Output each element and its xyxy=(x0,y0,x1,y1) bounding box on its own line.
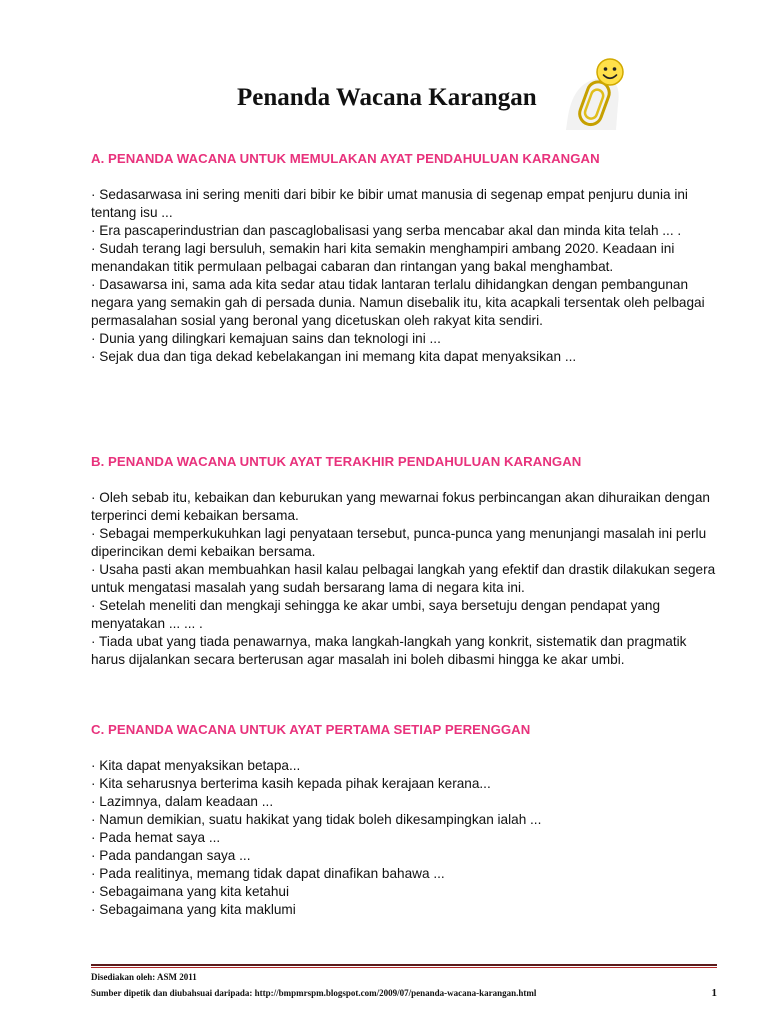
list-item: · Kita seharusnya berterima kasih kepada pihak kerajaan kerana... xyxy=(91,776,491,791)
list-item: · Dunia yang dilingkari kemajuan sains dan teknologi ini ... xyxy=(91,331,441,346)
list-item: · Sebagaimana yang kita ketahui xyxy=(91,884,289,899)
list-item: · Pada realitinya, memang tidak dapat dinafikan bahawa ... xyxy=(91,866,445,881)
list-item: · Sebagai memperkukuhkan lagi penyataan tersebut, punca-punca yang menunjangi masalah ini perlu diperincikan demi kebaikan bersama. xyxy=(91,526,707,559)
list-item: · Sedasarwasa ini sering meniti dari bibir ke bibir umat manusia di segenap empat penjuru dunia ini tentang isu ... xyxy=(91,187,688,220)
list-item: · Pada hemat saya ... xyxy=(91,830,221,845)
list-item: · Oleh sebab itu, kebaikan dan keburukan yang mewarnai fokus perbincangan akan dihuraikan dengan terperinci demi kebaikan bersama. xyxy=(91,490,710,523)
phrase-list xyxy=(91,186,719,366)
section-heading: B. PENANDA WACANA UNTUK AYAT TERAKHIR PENDAHULUAN KARANGAN xyxy=(91,454,582,469)
page-number: 1 xyxy=(711,987,717,999)
section-b xyxy=(91,453,719,669)
list-item: · Kita dapat menyaksikan betapa... xyxy=(91,758,301,773)
list-item: · Lazimnya, dalam keadaan ... xyxy=(91,794,274,809)
section-a xyxy=(91,150,719,366)
footer-rule-dark xyxy=(91,964,717,966)
list-item: · Dasawarsa ini, sama ada kita sedar atau tidak lantaran terlalu dihidangkan dengan pembangunan negara yang semakin gah di persada dunia. Namun disebalik itu, kita acapkali tersentak oleh pelbagai permasalahan sosial yang beronal yang dicetuskan oleh rakyat kita sendiri. xyxy=(91,277,705,328)
list-item: · Pada pandangan saya ... xyxy=(91,848,251,863)
list-item: · Usaha pasti akan membuahkan hasil kalau pelbagai langkah yang efektif dan drastik dilakukan segera untuk mengatasi masalah yang sudah bersarang lama di negara kita ini. xyxy=(91,562,716,595)
page-title: Penanda Wacana Karangan xyxy=(237,84,537,111)
list-item: · Namun demikian, suatu hakikat yang tidak boleh dikesampingkan ialah ... xyxy=(91,812,542,827)
phrase-list xyxy=(91,489,719,669)
section-heading: A. PENANDA WACANA UNTUK MEMULAKAN AYAT PENDAHULUAN KARANGAN xyxy=(91,151,600,166)
source-text: Sumber dipetik dan diubahsuai daripada: http://bmpmrspm.blogspot.com/2009/07/penanda-wacana-karangan.html xyxy=(91,988,537,998)
list-item: · Sebagaimana yang kita maklumi xyxy=(91,902,296,917)
list-item: · Era pascaperindustrian dan pascaglobalisasi yang serba mencabar akal dan minda kita telah ... . xyxy=(91,223,682,238)
section-c xyxy=(91,721,719,919)
list-item: · Sudah terang lagi bersuluh, semakin hari kita semakin menghampiri ambang 2020. Keadaan ini menandakan titik permulaan pelbagai cabaran dan rintangan yang bakal menghambat. xyxy=(91,241,675,274)
footer-rule-red xyxy=(91,967,717,968)
smiley-paperclip-icon xyxy=(552,52,632,132)
section-heading: C. PENANDA WACANA UNTUK AYAT PERTAMA SETIAP PERENGGAN xyxy=(91,722,531,737)
phrase-list xyxy=(91,757,719,919)
prepared-by-text: Disediakan oleh: ASM 2011 xyxy=(91,972,197,982)
list-item: · Sejak dua dan tiga dekad kebelakangan ini memang kita dapat menyaksikan ... xyxy=(91,349,577,364)
list-item: · Setelah meneliti dan mengkaji sehingga ke akar umbi, saya bersetuju dengan pendapat yang menyatakan ... ... . xyxy=(91,598,661,631)
list-item: · Tiada ubat yang tiada penawarnya, maka langkah-langkah yang konkrit, sistematik dan pragmatik harus dijalankan secara berterusan agar masalah ini boleh dibasmi hingga ke akar umbi. xyxy=(91,634,687,667)
page-footer xyxy=(91,969,717,1001)
